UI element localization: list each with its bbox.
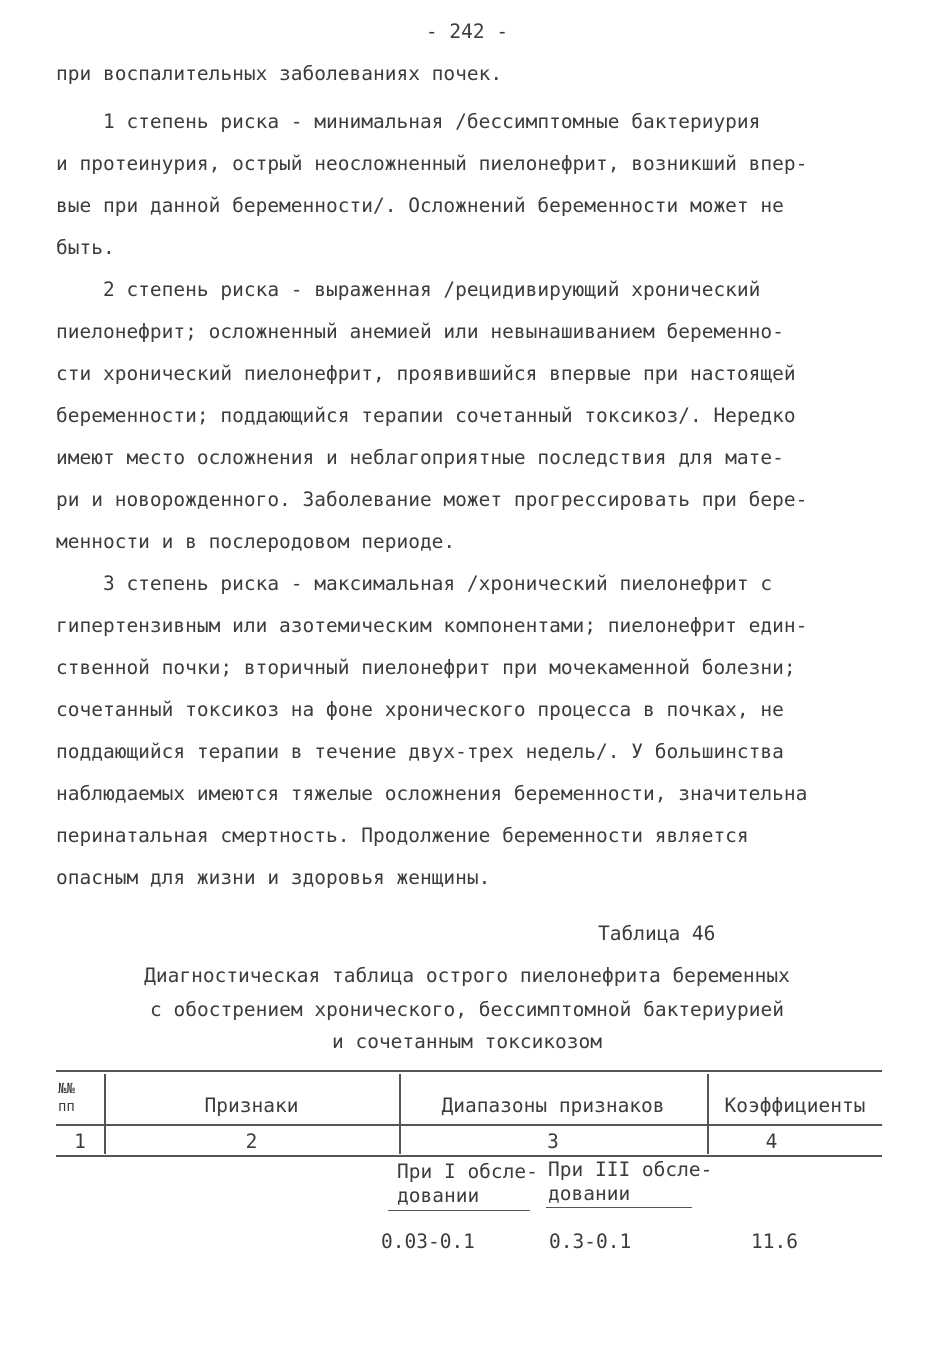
text-line: вые при данной беременности/. Осложнений беременности может не [56, 194, 784, 217]
text-line: опасным для жизни и здоровья женщины. [56, 866, 491, 889]
header-num-line-1: №№ [58, 1081, 75, 1097]
text-line: быть. [56, 236, 115, 259]
column-number-4: 4 [765, 1130, 778, 1153]
column-number-3: 3 [547, 1130, 559, 1153]
text-line: ри и новорожденного. Заболевание может прогрессировать при бере- [56, 488, 808, 511]
table-cell-range-third: 0.3-0.1 [549, 1230, 632, 1253]
column-number-2: 2 [245, 1130, 258, 1153]
subheader-third-exam-line-2: довании [548, 1182, 631, 1205]
page-number: - 242 - [425, 20, 509, 43]
table-label: Таблица 46 [598, 922, 716, 945]
table-cell-range-first: 0.03-0.1 [381, 1230, 475, 1253]
text-line: при воспалительных заболеваниях почек. [56, 62, 503, 85]
text-line: поддающийся терапии в течение двух-трех недель/. У большинства [56, 740, 784, 763]
table-numbers-rule [56, 1155, 882, 1157]
text-line: менности и в послеродовом периоде. [56, 530, 456, 553]
subheader-third-exam-line-1: При III обсле- [548, 1158, 713, 1181]
table-caption-line-2: с обострением хронического, бессимптомной бактериурией [150, 998, 784, 1021]
text-line: сочетанный токсикоз на фоне хронического процесса в почках, не [56, 698, 784, 721]
text-line: сти хронический пиелонефрит, проявившийся впервые при настоящей [56, 362, 796, 385]
subheader-first-exam-rule [388, 1210, 530, 1211]
table-cell-coefficient: 11.6 [751, 1230, 798, 1253]
text-line: наблюдаемых имеются тяжелые осложнения беременности, значительна [56, 782, 808, 805]
text-line: 3 степень риска - максимальная /хронический пиелонефрит с [56, 572, 773, 595]
text-line: беременности; поддающийся терапии сочетанный токсикоз/. Нередко [56, 404, 796, 427]
table-header-rule [56, 1124, 882, 1126]
subheader-first-exam-line-2: довании [397, 1184, 480, 1207]
text-line: имеют место осложнения и неблагоприятные последствия для мате- [56, 446, 784, 469]
text-line: гипертензивным или азотемическим компонентами; пиелонефрит един- [56, 614, 808, 637]
text-line: ственной почки; вторичный пиелонефрит при мочекаменной болезни; [56, 656, 796, 679]
subheader-third-exam-rule [546, 1207, 692, 1208]
header-ranges: Диапазоны признаков [441, 1094, 665, 1117]
column-number-1: 1 [74, 1130, 86, 1153]
header-num-line-2: пп [58, 1099, 75, 1115]
table-caption-line-3: и сочетанным токсикозом [331, 1030, 603, 1053]
table-caption-line-1: Диагностическая таблица острого пиелонефрита беременных [144, 964, 790, 987]
text-line: перинатальная смертность. Продолжение беременности является [56, 824, 749, 847]
subheader-first-exam-line-1: При I обсле- [397, 1160, 538, 1183]
header-coefficients: Коэффициенты [724, 1094, 866, 1117]
text-line: 2 степень риска - выраженная /рецидивирующий хронический [56, 278, 761, 301]
text-line: пиелонефрит; осложненный анемией или невынашиванием беременно- [56, 320, 784, 343]
header-features: Признаки [204, 1094, 299, 1117]
table-top-rule [56, 1070, 882, 1072]
text-line: 1 степень риска - минимальная /бессимптомные бактериурия [56, 110, 761, 133]
text-line: и протеинурия, острый неосложненный пиелонефрит, возникший впер- [56, 152, 808, 175]
